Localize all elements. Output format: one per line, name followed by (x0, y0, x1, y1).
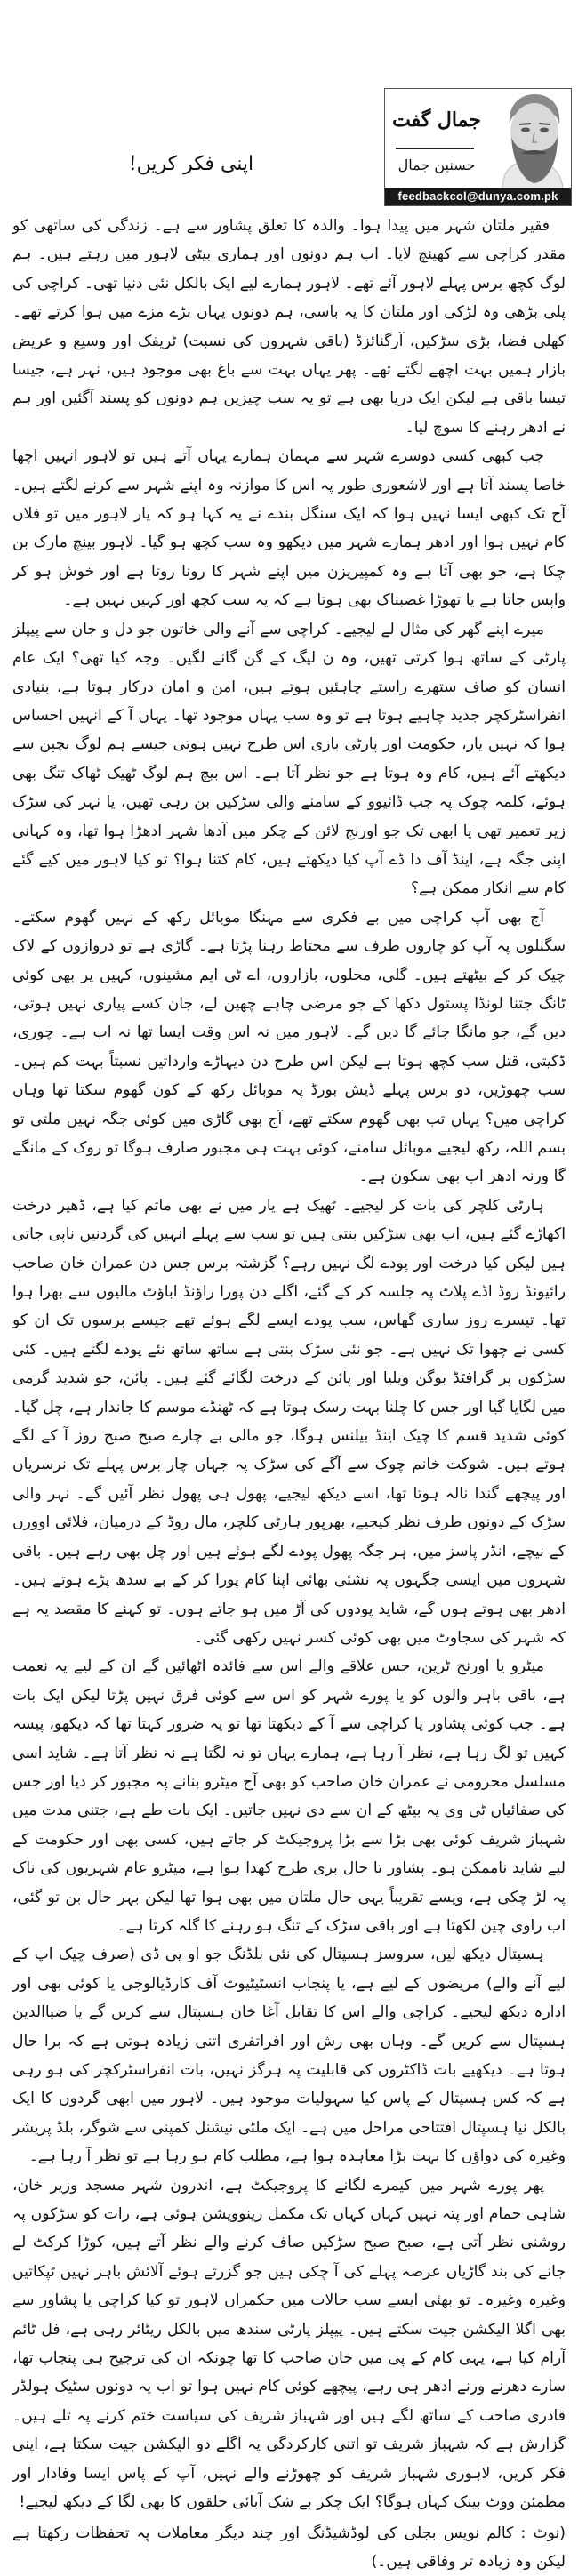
article-paragraph: آج بھی آپ کراچی میں بے فکری سے مہنگا موبائل رکھ کے نہیں گھوم سکتے۔ سگنلوں پہ آپ کو چاروں طرف سے محتاط رہنا پڑتا ہے۔ گاڑی ہے تو دروازوں کے لاک چیک کر کے بیٹھتے ہیں۔ گلی، محلوں، بازاروں، اے ٹی ایم مشینوں، کہیں پر بھی کوئی ٹانگ جتنا لونڈا پستول دکھا کے جو مرضی چاہے چھین لے، جان کسے پیاری نہیں ہوتی، دیں گے، جو مانگا جائے گا دیں گے۔ لاہور میں نہ اس وقت ایسا تھا نہ اب ہے۔ چوری، ڈکیتی، قتل سب کچھ ہوتا ہے لیکن اس طرح دن دیہاڑے وارداتیں نسبتاً بہت کم ہیں۔ سب چھوڑیں، دو برس پہلے ڈیش بورڈ پہ موبائل رکھ کے کون گھوم سکتا تھا وہاں کراچی میں؟ یہاں تب بھی گھوم سکتے تھے، آج بھی گاڑی میں کوئی جگہ نہیں ملتی تو بسم اللہ، رکھ لیجیے موبائل سامنے، کوئی بہت ہی مجبور صارف ہوگا تو روک کے مانگے گا ورنہ ادھر اب بھی سکون ہے۔ (12, 903, 566, 1192)
article-headline: اپنی فکر کریں! (124, 153, 258, 175)
column-header-box (384, 88, 572, 206)
article-paragraph: میرے اپنے گھر کی مثال لے لیجیے۔ کراچی سے آنے والی خاتون جو دل و جان سے پیپلز پارٹی کے ساتھ ہوا کرتی تھیں، وہ ن لیگ کے گن گانے لگیں۔ وجہ کیا تھی؟ ایک عام انسان کو صاف ستھرے راستے چاہئیں ہوتے ہیں، امن و امان درکار ہوتا ہے، بنیادی انفراسٹرکچر جدید چاہیے ہوتا ہے تو وہ سب یہاں موجود تھا۔ یہاں آ کے انہیں احساس ہوا کہ نہیں یار، حکومت اور پارٹی بازی اس طرح نہیں ہوتی جیسے ہم لوگ بچپن سے دیکھتے آئے ہیں، کام وہ ہوتا ہے جو نظر آتا ہے۔ اس بیچ ہم لوگ ٹھیک ٹھاک تنگ بھی ہوئے، کلمہ چوک پہ جب ڈائیوو کے سامنے والی سڑکیں بن رہی تھیں، یا نہر کی سڑک زیر تعمیر تھی یا ابھی تک جو اورنج لائن کے چکر میں آدھا شہر ادھڑا ہوا تھا، وہ کہانی اپنی جگہ ہے، اینڈ آف دا ڈے آپ کیا دیکھتے ہیں، کام کتنا ہوا؟ تو کیا لاہور میں کیے گئے کام سے انکار ممکن ہے؟ (12, 615, 566, 903)
column-logo-title: جمال گفت (392, 108, 481, 132)
author-note: (نوٹ : کالم نویس بجلی کی لوڈشیڈنگ اور چند دیگر معاملات پہ تحفظات رکھتا ہے لیکن وہ زیادہ تر وفاقی ہیں۔) (12, 2519, 566, 2576)
article-paragraph: جب کبھی کسی دوسرے شہر سے مہمان ہمارے یہاں آتے ہیں تو لاہور انہیں اچھا خاصا پسند آتا ہے اور لاشعوری طور پہ اس کا موازنہ وہ اپنے شہر سے کرنے لگتے ہیں۔ آج تک کبھی ایسا نہیں ہوا کہ ایک سنگل بندے نے یہ کہا ہو کہ یار لاہور میں تو فلاں کام نہیں ہوا اور ادھر ہمارے شہر میں دیکھو وہ سب کچھ ہو گیا۔ لاہور بینچ مارک بن چکا ہے، جو بھی آتا ہے وہ کمپیریزن میں اپنے شہر کا رونا روتا ہے اور خوش ہو کر واپس جاتا ہے یا تھوڑا غضبناک بھی ہوتا ہے کہ یہ سب کچھ اور کہیں نہیں ہے۔ (12, 442, 566, 614)
article-paragraph: پھر پورے شہر میں کیمرے لگانے کا پروجیکٹ ہے، اندرون شہر مسجد وزیر خان، شاہی حمام اور پتہ نہیں کہاں کہاں تک مکمل رینوویشن ہوئی ہے، رات کو سڑکوں پہ روشنی نظر آتی ہے، صبح صبح سڑکیں صاف کرنے والے نظر آتے ہیں، کوڑا کرکٹ لے جانے کی بند گاڑیاں عرصہ پہلے کی آ چکی ہیں جو گزرتے ہوئے آلائش باہر نہیں ٹپکاتیں وغیرہ وغیرہ۔ تو بھئی ایسے سب حالات میں حکمران لاہور تو کیا کراچی یا پشاور سے بھی اگلا الیکشن جیت سکتے ہیں۔ پیپلز پارٹی سندھ میں بالکل ریٹائر رہی ہے، فل ٹائم آرام کیا ہے، یہی کام کے پی میں خان صاحب کا تھا چونکہ ان کی ترجیح ہی پنجاب تھا، سارے دھرنے ورنے ادھر ہی رہے، پیچھے کوئی کام نہیں ہوا تو اب یہ دونوں سٹیک ہولڈر قادری صاحب کے ساتھ لگے ہیں اور شہباز شریف کی سیاست ختم کرنے پہ تلے ہیں۔ گزارش ہے کہ شہباز شریف تو اتنی کارکردگی پہ اگلے دو الیکشن جیت سکتا ہے، اپنی فکر کریں، لاہوری شہباز شریف کو چھوڑنے والے نہیں، آپ کے پاس ایسا وفادار اور مطمئن ووٹ بینک کہاں ہوگا؟ ایک چکر بے شک آبائی حلقوں کا بھی لگا کے دیکھ لیجیے! (12, 2171, 566, 2517)
article-paragraph: ہارٹی کلچر کی بات کر لیجیے۔ ٹھیک ہے یار میں نے بھی ماتم کیا ہے، ڈھیر درخت اکھاڑے گئے ہیں، اب بھی سڑکیں بنتی ہیں تو سب سے پہلے انہیں کی گردنیں ناپی جاتی ہیں لیکن کیا درخت اور پودے لگ نہیں رہے؟ گزشتہ برس جس دن عمران خان صاحب رائیونڈ روڈ اڈے پلاٹ پہ جلسہ کر کے گئے، اگلے دن پورا راؤنڈ اباؤٹ مالیوں سے بھرا ہوا تھا۔ تیسرے روز ساری گھاس، سب پودے ایسے لگے ہوئے تھے جیسے برسوں تک ان کو کسی نے چھوا تک نہیں ہے۔ جو نئی سڑک بنتی ہے ساتھ ساتھ نئے پودے لگتے ہیں۔ کئی سڑکوں پر گرافٹڈ بوگن ویلیا اور پائن کے درخت لگائے گئے ہیں۔ پائن، جو شدید گرمی میں لگایا گیا اور جس کا چلنا بہت رسک ہوتا ہے کہ ٹھنڈے موسم کا جاندار ہے، چل گیا۔ کوئی شدید قسم کا چیک اینڈ بیلنس ہوگا، جو مالی بے چارے صبح صبح روز آ کے لگے ہوتے ہیں۔ شوکت خانم چوک سے آگے کی سڑک پہ جہاں چار برس پہلے تک نرسریاں اور پیچھے گندا نالہ ہوتا تھا، اسے دیکھ لیجیے، پھول ہی پھول نظر آئیں گے۔ نہر والی سڑک کے دونوں طرف نظر کیجیے، بھرپور ہارٹی کلچر، مال روڈ کے درمیان، فلائی اوورں کے نیچے، انڈر پاسز میں، ہر جگہ پھول پودے لگے ہوئے ہیں اور چل بھی رہے ہیں۔ باقی شہروں میں ایسی جگہوں پہ نشئی بھائی اپنا کام پورا کر کے بے سدھ پڑے ہوتے ہیں۔ ادھر بھی ہوتے ہوں گے، شاید پودوں کی آڑ میں ہو جاتے ہوں۔ تو کہنے کا مقصد یہ ہے کہ شہر کی سجاوٹ میں بھی کوئی کسر نہیں رکھی گئی۔ (12, 1192, 566, 1653)
author-name: حسنین جمال (392, 156, 481, 173)
logo-divider (396, 148, 474, 149)
article-paragraph: میٹرو یا اورنج ٹرین، جس علاقے والے اس سے فائدہ اٹھائیں گے ان کے لیے یہ نعمت ہے، باقی باہر والوں کو یا پورے شہر کو اس سے کوئی فرق نہیں پڑتا لیکن ایک بات ہے۔ جب کوئی پشاور یا کراچی سے آ کے دیکھتا تھا تو یہ ضرور کہتا تھا کہ دیکھو، پیسہ کہیں تو لگ رہا ہے، نظر آ رہا ہے، ہمارے یہاں تو نہ لگتا ہے نہ نظر آتا ہے۔ شاید اسی مسلسل محرومی نے عمران خان صاحب کو بھی آج میٹرو بنانے پہ مجبور کر دیا اور جس کی صفائیاں ٹی وی پہ بیٹھ کے ان سے دی نہیں جاتیں۔ ایک بات طے ہے، جتنی مدت میں شہباز شریف کوئی بھی بڑا سے بڑا پروجیکٹ کر جاتے ہیں، کسی بھی اور حکومت کے لیے شاید ناممکن ہو۔ پشاور تا حال بری طرح کھدا ہوا ہے، میٹرو عام شہریوں کی ناک پہ لڑ چکی ہے، ویسے تقریباً یہی حال ملتان میں بھی ہوا تھا لیکن بہر حال بن تو گئی، اب راوی چین لکھتا ہے اور باقی سڑک کے تنگ ہو رہنے کا گلہ کرتا ہے۔ (12, 1652, 566, 1940)
author-portrait-icon (490, 89, 572, 189)
article-paragraph: فقیر ملتان شہر میں پیدا ہوا۔ والدہ کا تعلق پشاور سے ہے۔ زندگی کی ساتھی کو مقدر کراچی سے کھینچ لایا۔ اب ہم دونوں اور ہماری بیٹی لاہور میں رہتے ہیں۔ ہم لوگ کچھ برس پہلے لاہور آئے تھے۔ لاہور ہمارے لیے ایک بالکل نئی دنیا تھی۔ کراچی کی پلی بڑھی وہ لڑکی اور ملتان کا یہ باسی، ہم دونوں یہاں بڑے مزے میں ہوا کرتے تھے۔ کھلی فضا، بڑی سڑکیں، آرگنائزڈ (باقی شہروں کی نسبت) ٹریفک اور وسیع و عریض بازار ہمیں بہت اچھے لگتے تھے۔ پھر یہاں بہت سے باغ بھی موجود ہیں، نہر ہے، جیسا تیسا باقی ہے لیکن ایک دریا بھی ہے تو یہ سب چیزیں ہم دونوں کو پسند آگئیں اور ہم نے ادھر رہنے کا سوچ لیا۔ (12, 212, 566, 442)
feedback-email: feedbackcol@dunya.com.pk (385, 188, 571, 205)
article-body (12, 212, 566, 2576)
article-paragraph: ہسپتال دیکھ لیں، سروسز ہسپتال کی نئی بلڈنگ جو او پی ڈی (صرف چیک اپ کے لیے آنے والے) مریضوں کے لیے ہے، یا پنجاب انسٹیٹیوٹ آف کارڈیالوجی یا کوئی بھی اور ادارہ دیکھ لیجیے۔ کراچی والے اس کا تقابل آغا خان ہسپتال سے کریں گے یا ضیاالدین ہسپتال سے کریں گے۔ وہاں بھی رش اور افراتفری اتنی زیادہ ہوتی ہے کہ برا حال ہوتا ہے۔ دیکھیے بات ڈاکٹروں کی قابلیت پہ ہرگز نہیں، بات انفراسٹرکچر کی ہو رہی ہے کہ کس ہسپتال کے پاس کیا سہولیات موجود ہیں۔ لاہور میں ابھی گردوں کا ایک بالکل نیا ہسپتال افتتاحی مراحل میں ہے۔ ایک ملٹی نیشنل کمپنی سے شوگر، بلڈ پریشر وغیرہ کی دواؤں کا بہت بڑا معاہدہ ہوا ہے، مطلب کام ہو رہا ہے تو نظر آ رہا ہے۔ (12, 1940, 566, 2171)
